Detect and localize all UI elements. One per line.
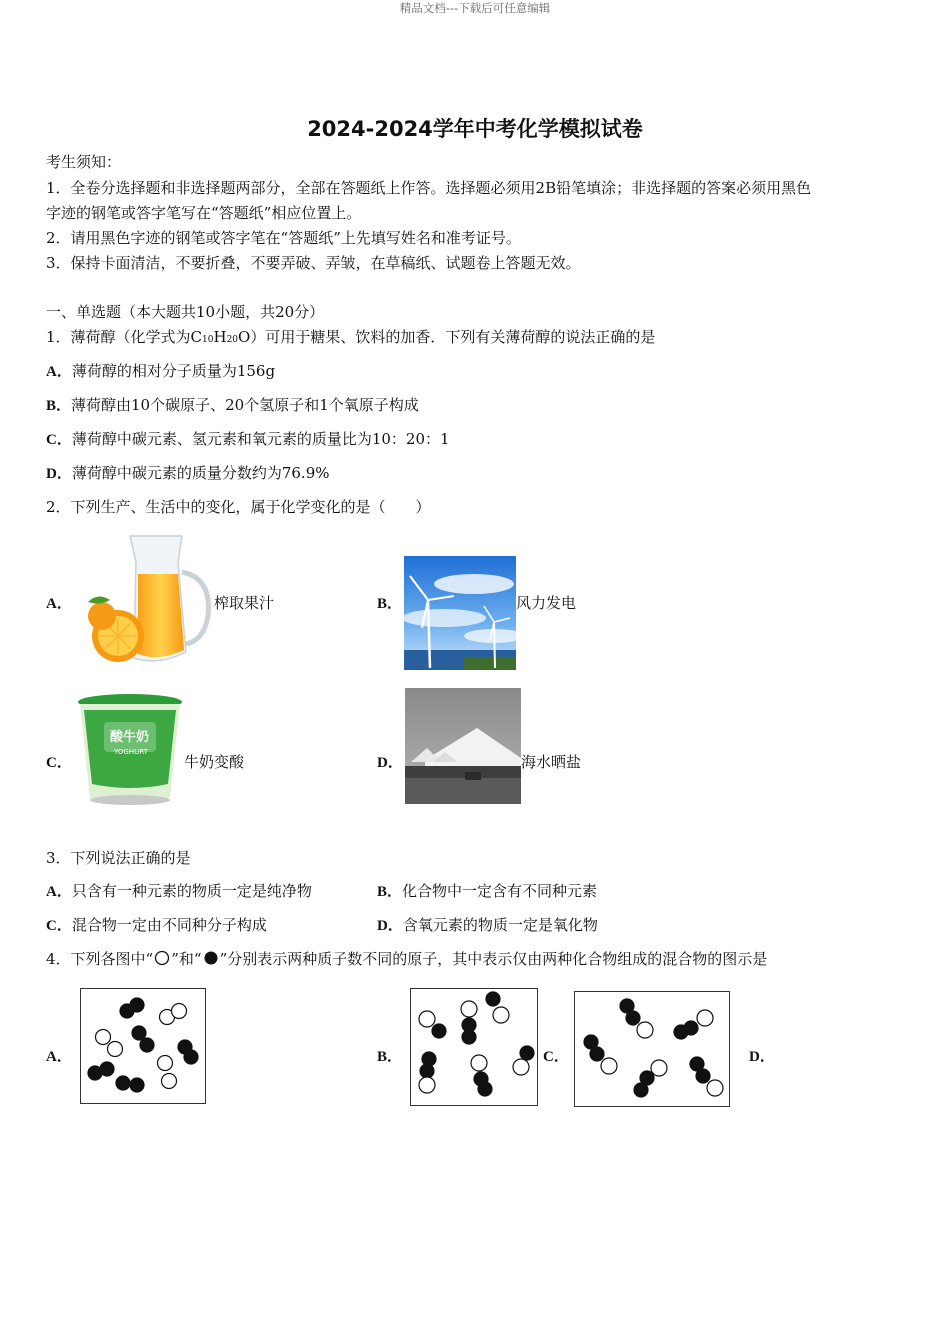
notice-item-2: 2．请用黑色字迹的钢笔或答字笔在“答题纸”上先填写姓名和准考证号。 <box>46 229 521 247</box>
q1-option-b[interactable]: B．薄荷醇由10个碳原子、20个氢原子和1个氧原子构成 <box>46 396 419 414</box>
q2-option-c-letter[interactable]: C． <box>46 755 72 771</box>
notice-item-1-cont: 字迹的钢笔或答字笔写在“答题纸”相应位置上。 <box>46 204 362 222</box>
header-note: 精品文档---下载后可任意编辑 <box>399 1 551 15</box>
q1-option-a[interactable]: A．薄荷醇的相对分子质量为156g <box>46 362 276 380</box>
juice-image <box>78 532 214 670</box>
q3-option-b[interactable]: B．化合物中一定含有不同种元素 <box>377 882 598 900</box>
q2-option-b-label[interactable]: 风力发电 <box>516 594 577 612</box>
q3-option-a[interactable]: A．只含有一种元素的物质一定是纯净物 <box>46 882 312 900</box>
q3-option-d[interactable]: D．含氧元素的物质一定是氧化物 <box>377 916 598 934</box>
q3-option-c[interactable]: C．混合物一定由不同种分子构成 <box>46 916 267 934</box>
yogurt-image <box>74 692 184 806</box>
q4-diagram-b[interactable] <box>410 988 538 1106</box>
q2-option-d-label[interactable]: 海水晒盐 <box>521 753 582 771</box>
q4-diagram-a[interactable] <box>80 988 206 1104</box>
q3-stem: 3．下列说法正确的是 <box>46 849 191 867</box>
q2-option-a-label[interactable]: 榨取果汁 <box>214 594 275 612</box>
wind-turbine-image <box>404 556 516 670</box>
q2-option-c-label[interactable]: 牛奶变酸 <box>184 753 245 771</box>
q1-stem: 1．薄荷醇（化学式为C10H20O）可用于糖果、饮料的加香．下列有关薄荷醇的说法正确的是 <box>46 328 656 346</box>
yogurt-brand: 酸牛奶 <box>110 730 150 745</box>
q1-option-d[interactable]: D．薄荷醇中碳元素的质量分数约为76.9% <box>46 464 330 482</box>
q4-option-a-letter[interactable]: A． <box>46 1049 72 1065</box>
exam-title: 2024-2024学年中考化学模拟试卷 <box>307 117 643 141</box>
q4-stem: 4．下列各图中“ ”和“ ”分别表示两种质子数不同的原子，其中表示仅由两种化合物组成的混合物的图示是 <box>46 950 768 968</box>
black-atom-icon <box>202 950 220 966</box>
q4-option-d-letter[interactable]: D． <box>749 1049 775 1065</box>
salt-pile-image <box>405 688 521 804</box>
q1-option-c[interactable]: C．薄荷醇中碳元素、氢元素和氧元素的质量比为10：20：1 <box>46 430 450 448</box>
notice-item-3: 3．保持卡面清洁，不要折叠，不要弄破、弄皱，在草稿纸、试题卷上答题无效。 <box>46 254 581 272</box>
q2-option-b-letter[interactable]: B． <box>377 596 403 612</box>
notice-heading: 考生须知： <box>46 153 122 171</box>
yogurt-sub: YOGHURT <box>114 748 148 756</box>
q4-diagram-c[interactable] <box>574 991 730 1107</box>
q2-option-d-letter[interactable]: D． <box>377 755 403 771</box>
white-atom-icon <box>153 950 171 966</box>
section-heading: 一、单选题（本大题共10小题，共20分） <box>46 303 325 321</box>
q2-stem: 2．下列生产、生活中的变化，属于化学变化的是（ ） <box>46 498 431 516</box>
q4-option-b-letter[interactable]: B． <box>377 1049 403 1065</box>
q2-option-a-letter[interactable]: A． <box>46 596 72 612</box>
notice-item-1: 1．全卷分选择题和非选择题两部分，全部在答题纸上作答。选择题必须用2B铅笔填涂；非选择题的答案必须用黑色 <box>46 179 812 197</box>
q4-option-c-letter[interactable]: C． <box>543 1049 569 1065</box>
